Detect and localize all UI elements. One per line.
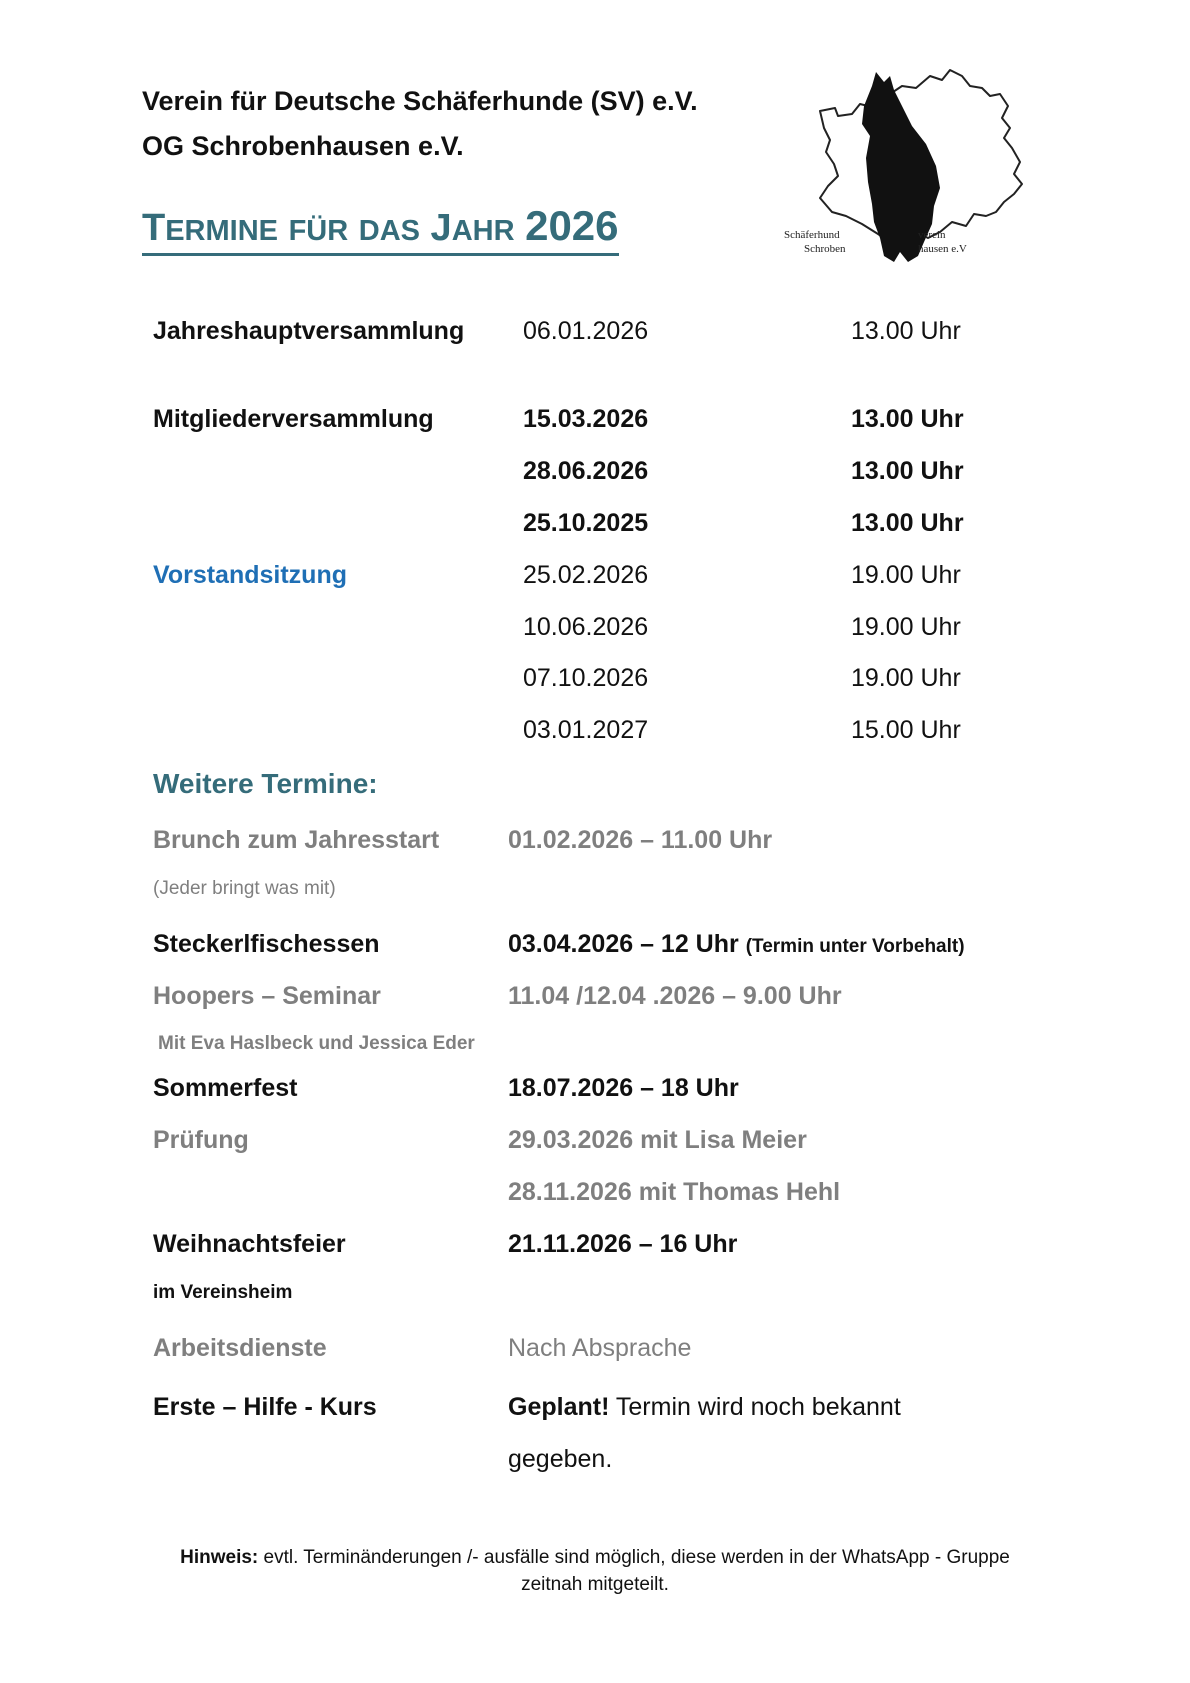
logo-text-right-1: verein <box>918 229 946 241</box>
hoopers-value: 11.04 /12.04 .2026 – 9.00 Uhr <box>508 982 842 1010</box>
stecker-label: Steckerlfischessen <box>153 930 380 958</box>
stecker-value <box>508 930 965 959</box>
page-title <box>142 204 619 256</box>
mv-time-2: 13.00 Uhr <box>851 457 964 485</box>
pruefung-value-1: 29.03.2026 mit Lisa Meier <box>508 1126 807 1154</box>
footer-note-label: Hinweis: <box>180 1547 259 1568</box>
hilfe-label: Erste – Hilfe - Kurs <box>153 1393 377 1421</box>
mv-label: Mitgliederversammlung <box>153 405 434 433</box>
footer-note-line2: zeitnah mitgeteilt. <box>521 1574 669 1595</box>
stecker-date: 03.04.2026 – 12 Uhr <box>508 930 739 958</box>
logo-text-left-2: Schroben <box>804 243 846 255</box>
brunch-sub: (Jeder bringt was mit) <box>153 878 336 899</box>
title-j: J <box>430 207 452 249</box>
hoopers-sub: Mit Eva Haslbeck und Jessica Eder <box>158 1033 475 1054</box>
vs-time-3: 19.00 Uhr <box>851 664 961 692</box>
mv-date-1: 15.03.2026 <box>523 405 649 433</box>
org-name-line2: OG Schrobenhausen e.V. <box>142 131 464 161</box>
club-logo-shepherd-icon <box>784 66 1040 286</box>
hoopers-label: Hoopers – Seminar <box>153 982 381 1010</box>
jhv-label: Jahreshauptversammlung <box>153 317 465 345</box>
weihnacht-sub: im Vereinsheim <box>153 1282 293 1303</box>
vs-date-3: 07.10.2026 <box>523 664 649 692</box>
vs-time-4: 15.00 Uhr <box>851 716 961 744</box>
mv-date-2: 28.06.2026 <box>523 457 649 485</box>
hilfe-value <box>508 1393 901 1422</box>
stecker-extra: (Termin unter Vorbehalt) <box>745 936 965 957</box>
logo-text-right-2: hausen e.V <box>918 243 967 255</box>
sommer-value: 18.07.2026 – 18 Uhr <box>508 1074 739 1102</box>
hilfe-value-bold: Geplant! <box>508 1393 610 1421</box>
pruefung-value-2: 28.11.2026 mit Thomas Hehl <box>508 1178 841 1206</box>
title-t: T <box>142 207 166 249</box>
weihnacht-label: Weihnachtsfeier <box>153 1230 346 1258</box>
logo-text-left-1: Schäferhund <box>784 229 840 241</box>
brunch-value: 01.02.2026 – 11.00 Uhr <box>508 826 773 854</box>
weitere-heading: Weitere Termine: <box>153 768 378 799</box>
arbeit-value: Nach Absprache <box>508 1334 692 1362</box>
vs-date-2: 10.06.2026 <box>523 613 649 641</box>
title-das: DAS <box>358 215 420 247</box>
arbeit-label: Arbeitsdienste <box>153 1334 327 1362</box>
title-year: 2026 <box>525 202 619 249</box>
pruefung-label: Prüfung <box>153 1126 249 1154</box>
jhv-date: 06.01.2026 <box>523 317 649 345</box>
footer-note <box>0 1544 1190 1598</box>
vs-time-2: 19.00 Uhr <box>851 613 961 641</box>
vs-label: Vorstandsitzung <box>153 561 347 589</box>
hilfe-value-line2: gegeben. <box>508 1445 613 1473</box>
weihnacht-value: 21.11.2026 – 16 Uhr <box>508 1230 738 1258</box>
jhv-time: 13.00 Uhr <box>851 317 961 345</box>
vs-date-1: 25.02.2026 <box>523 561 649 589</box>
org-name-line1: Verein für Deutsche Schäferhunde (SV) e.V. <box>142 86 698 116</box>
mv-time-1: 13.00 Uhr <box>851 405 964 433</box>
footer-note-line1 <box>0 1544 1190 1571</box>
mv-time-3: 13.00 Uhr <box>851 509 964 537</box>
sommer-label: Sommerfest <box>153 1074 298 1102</box>
hilfe-value-rest: Termin wird noch bekannt <box>609 1393 901 1421</box>
brunch-label: Brunch zum Jahresstart <box>153 826 440 854</box>
vs-time-1: 19.00 Uhr <box>851 561 961 589</box>
title-ahr: AHR <box>451 215 515 247</box>
title-ermine: ERMINE <box>165 215 279 247</box>
title-fur: FÜR <box>288 215 349 247</box>
mv-date-3: 25.10.2025 <box>523 509 649 537</box>
vs-date-4: 03.01.2027 <box>523 716 649 744</box>
footer-note-text: evtl. Terminänderungen /- ausfälle sind möglich, diese werden in der WhatsApp - Gruppe <box>258 1547 1010 1568</box>
